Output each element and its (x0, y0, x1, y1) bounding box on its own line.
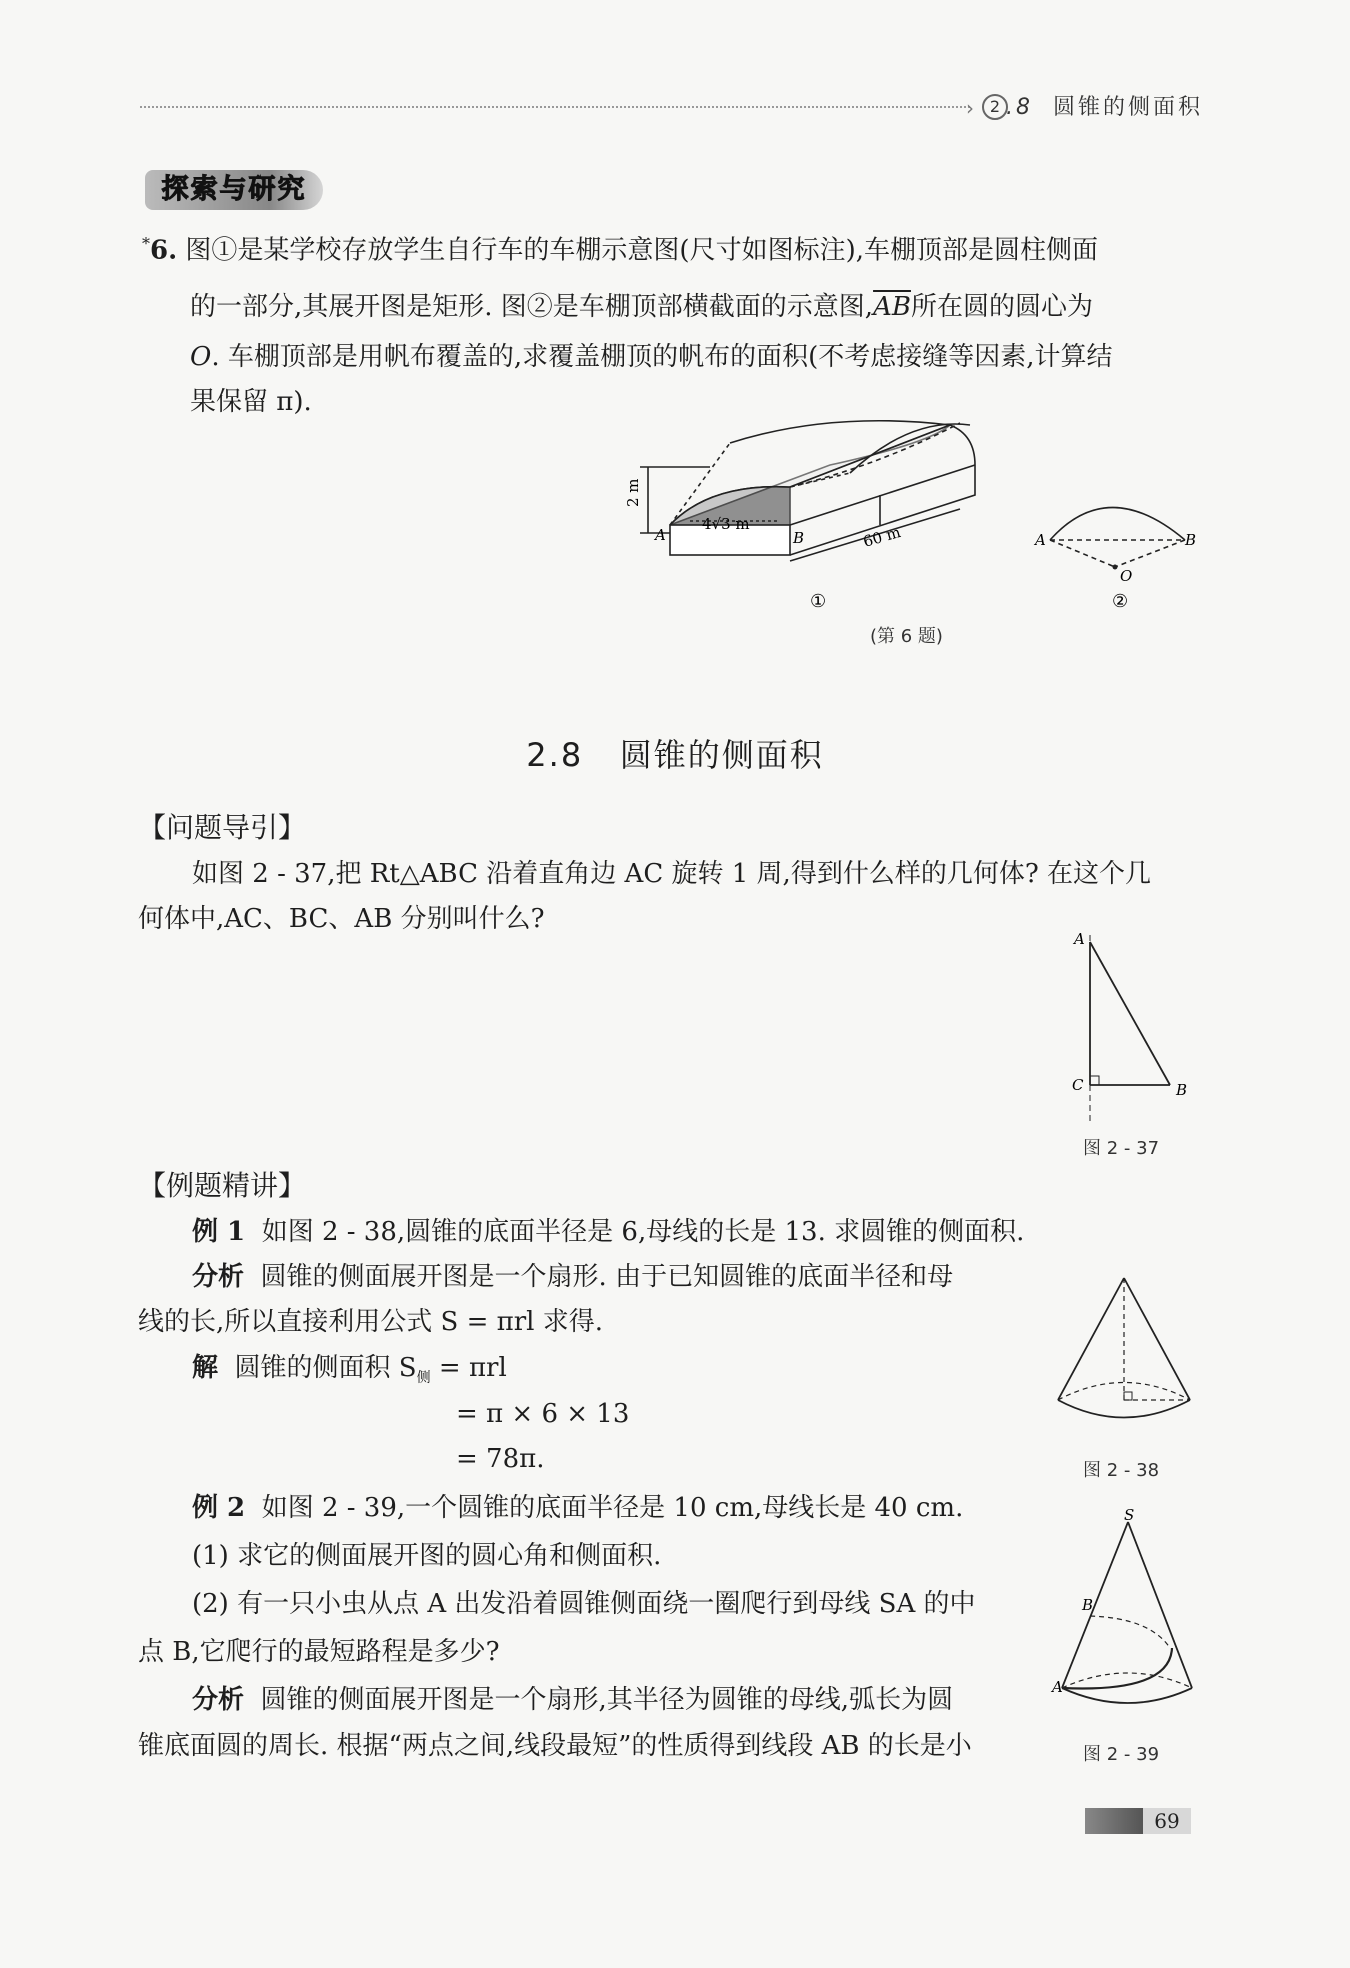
figure-2-37-caption: 图 2 - 37 (1083, 1138, 1160, 1159)
label-A-fig2: A (1035, 531, 1046, 549)
header-chapter-number: 2 (982, 94, 1008, 120)
examples-heading: 【例题精讲】 (138, 1169, 307, 1202)
problem-6-figure (624, 425, 1197, 655)
figure-2-39-cone (1050, 1508, 1200, 1708)
guide-line-2: 何体中,AC、BC、AB 分别叫什么? (138, 904, 545, 934)
label-60m: 60 m (861, 523, 903, 551)
explore-research-badge: 探索与研究 (145, 170, 323, 210)
example-1-solution-line-1: 解 圆锥的侧面积 $S_侧 = \pi rl$ (192, 1353, 507, 1387)
figure-2-38-cone (1050, 1270, 1200, 1440)
example-2-question-2-line-1: (2) 有一只小虫从点 A 出发沿着圆锥侧面绕一圈爬行到母线 SA 的中 (192, 1589, 976, 1619)
guide-line-1: 如图 2 - 37,把 Rt△ABC 沿着直角边 AC 旋转 1 周,得到什么样的几何体? 在这个几 (192, 859, 1152, 889)
problem-6-line-1: *6. 图①是某学校存放学生自行车的车棚示意图(尺寸如图标注),车棚顶部是圆柱侧面 (142, 234, 1098, 266)
fig39-label-B: B (1082, 1596, 1094, 1614)
fig39-label-A: A (1052, 1678, 1063, 1696)
fig37-label-B: B (1176, 1081, 1188, 1099)
example-2-analysis-line-2: 锥底面圆的周长. 根据“两点之间,线段最短”的性质得到线段 AB 的长是小 (138, 1731, 972, 1761)
example-1-solution-line-3: = 78π. (456, 1444, 545, 1474)
example-1-statement: 例 1 如图 2 - 38,圆锥的底面半径是 6,母线的长是 13. 求圆锥的侧面积. (192, 1217, 1025, 1247)
example-2-question-1: (1) 求它的侧面展开图的圆心角和侧面积. (192, 1541, 662, 1571)
label-O: O (1120, 567, 1133, 585)
fig37-label-C: C (1072, 1076, 1084, 1094)
problem-6-line-3: O. 车棚顶部是用帆布覆盖的,求覆盖棚顶的帆布的面积(不考虑接缝等因素,计算结 (190, 342, 1113, 372)
page-number-bar (1085, 1808, 1143, 1834)
example-1-solution-line-2: = π × 6 × 13 (456, 1399, 630, 1429)
fig39-label-S: S (1124, 1506, 1135, 1524)
header-arrow-icon: › (966, 96, 974, 120)
figure-2-39-caption: 图 2 - 39 (1083, 1744, 1160, 1765)
fig-2-caption: ② (1112, 591, 1129, 612)
example-2-statement: 例 2 如图 2 - 39,一个圆锥的底面半径是 10 cm,母线长是 40 cm. (192, 1493, 964, 1523)
page-number: 69 (1143, 1808, 1191, 1834)
label-A-fig1: A (655, 526, 666, 544)
figure-2-37-triangle (1060, 930, 1200, 1130)
bike-shed-figure (640, 421, 975, 561)
figure-2-38-caption: 图 2 - 38 (1083, 1460, 1160, 1481)
example-1-analysis-line-1: 分析 圆锥的侧面展开图是一个扇形. 由于已知圆锥的底面半径和母 (192, 1262, 954, 1292)
label-B-fig2: B (1185, 531, 1197, 549)
center-O-dot (1113, 565, 1118, 570)
section-title: 2.8 圆锥的侧面积 (526, 736, 824, 774)
header-dotted-rule (140, 106, 970, 108)
problem-6-figure-caption: (第 6 题) (870, 626, 943, 647)
arc-cross-section-figure (1050, 508, 1185, 568)
problem-6-line-4: 果保留 π). (190, 387, 312, 417)
example-2-analysis-line-1: 分析 圆锥的侧面展开图是一个扇形,其半径为圆锥的母线,弧长为圆 (192, 1685, 954, 1715)
fig-1-caption: ① (810, 591, 827, 612)
problem-6-line-2: 的一部分,其展开图是矩形. 图②是车棚顶部横截面的示意图$,\overline{AB}$所在圆的圆心为 (190, 292, 1093, 322)
label-4sqrt3: 4√3 m (702, 515, 750, 533)
fig37-label-A: A (1074, 930, 1085, 948)
label-2m: 2 m (624, 478, 642, 507)
problem-guide-heading: 【问题导引】 (138, 811, 307, 844)
header-section-label: .8 圆锥的侧面积 (1006, 95, 1204, 120)
example-2-question-2-line-2: 点 B,它爬行的最短路程是多少? (138, 1637, 500, 1667)
example-1-analysis-line-2: 线的长,所以直接利用公式 S = πrl 求得. (138, 1307, 604, 1337)
label-B-fig1: B (793, 529, 805, 547)
